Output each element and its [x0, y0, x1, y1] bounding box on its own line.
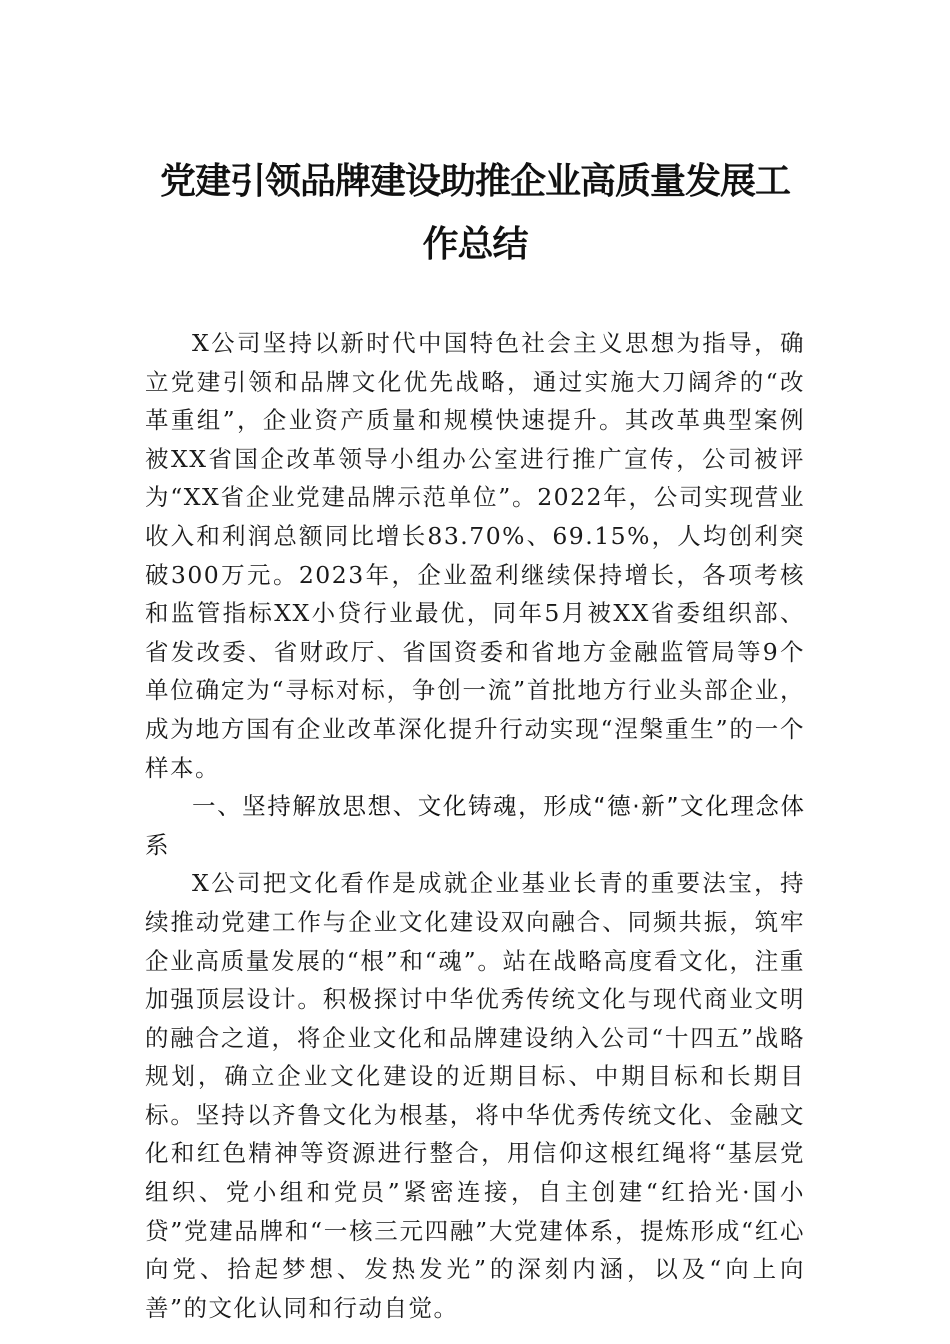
document-title: [145, 150, 805, 276]
document-page: [145, 150, 805, 1327]
document-title-line-1: 党建引领品牌建设助推企业高质量发展工: [159, 161, 790, 202]
intro-paragraph: X公司坚持以新时代中国特色社会主义思想为指导，确立党建引领和品牌文化优先战略，通过实施大刀阔斧的“改革重组”，企业资产质量和规模快速提升。其改革典型案例被XX省国企改革领导小组办公室进行推广宣传，公司被评为“XX省企业党建品牌示范单位”。2022年，公司实现营业收入和利润总额同比增长83.70%、69.15%，人均创利突破300万元。2023年，企业盈利继续保持增长，各项考核和监管指标XX小贷行业最优，同年5月被XX省委组织部、省发改委、省财政厅、省国资委和省地方金融监管局等9个单位确定为“寻标对标，争创一流”首批地方行业头部企业，成为地方国有企业改革深化提升行动实现“涅槃重生”的一个样本。: [145, 329, 805, 782]
document-title-line-2: 作总结: [422, 224, 528, 265]
section-1-heading: 一、坚持解放思想、文化铸魂，形成“德·新”文化理念体系: [145, 792, 805, 859]
document-body: [145, 324, 805, 1327]
section-1-paragraph: X公司把文化看作是成就企业基业长青的重要法宝，持续推动党建工作与企业文化建设双向融合、同频共振，筑牢企业高质量发展的“根”和“魂”。站在战略高度看文化，注重加强顶层设计。积极探讨中华优秀传统文化与现代商业文明的融合之道，将企业文化和品牌建设纳入公司“十四五”战略规划，确立企业文化建设的近期目标、中期目标和长期目标。坚持以齐鲁文化为根基，将中华优秀传统文化、金融文化和红色精神等资源进行整合，用信仰这根红绳将“基层党组织、党小组和党员”紧密连接，自主创建“红拾光·国小贷”党建品牌和“一核三元四融”大党建体系，提炼形成“红心向党、拾起梦想、发热发光”的深刻内涵，以及“向上向善”的文化认同和行动自觉。: [145, 869, 805, 1322]
